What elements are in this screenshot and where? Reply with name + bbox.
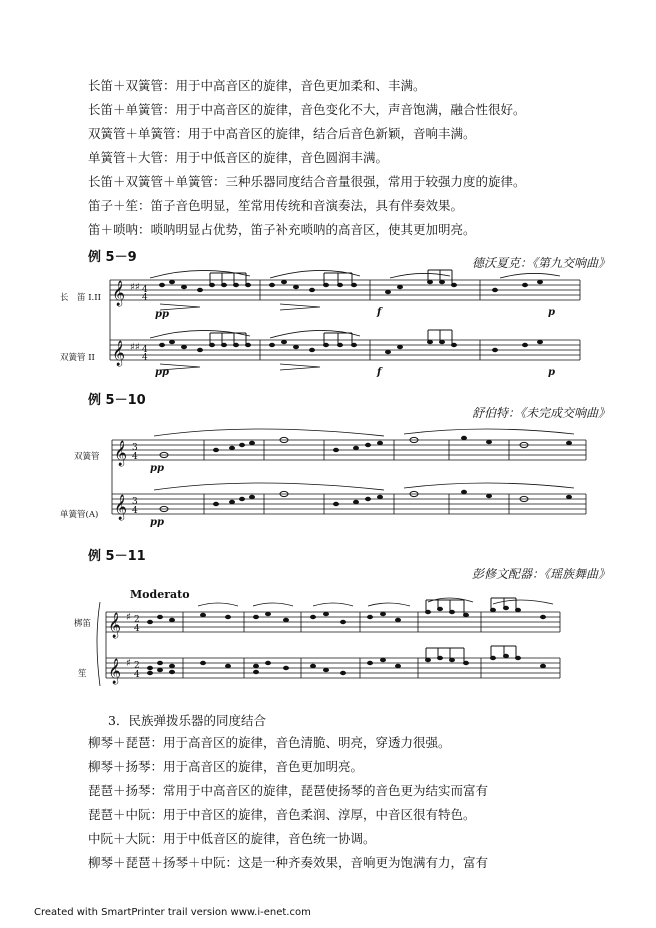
intro-line: 长笛＋双簧管＋单簧管：三种乐器同度结合音量很强，常用于较强力度的旋律。 [88,174,526,189]
dynamic-marking: f [377,367,382,378]
intro-line: 笛＋唢呐：唢呐明显占优势，笛子补充唢呐的高音区，使其更加明亮。 [88,222,476,237]
score-example-5-9 [100,270,600,380]
dynamic-marking: p [548,367,555,378]
svg-text:4: 4 [142,345,148,355]
section-line: 琵琶＋中阮：用于中音区的旋律，音色柔润、淳厚，中音区很有特色。 [88,807,476,822]
svg-text:2: 2 [134,615,140,625]
dynamic-marking: p [548,307,555,318]
section-line: 柳琴＋琵琶：用于高音区的旋律，音色清脆、明亮，穿透力很强。 [88,735,451,750]
svg-text:4: 4 [134,624,140,634]
intro-line: 双簧管＋单簧管：用于中高音区的旋律，结合后音色新颖，音响丰满。 [88,126,476,141]
svg-text:♯♯: ♯♯ [130,342,140,353]
dynamic-marking: f [377,307,382,318]
section-line: 柳琴＋琵琶＋扬琴＋中阮：这是一种齐奏效果，音响更为饱满有力，富有 [88,855,489,870]
svg-text:4: 4 [142,285,148,295]
svg-text:♯♯: ♯♯ [130,282,140,293]
example-attribution: 德沃夏克：《第九交响曲》 [471,256,610,270]
instrument-label: 单簧管(A) [60,510,99,520]
intro-line: 笛子＋笙：笛子音色明显，笙常用传统和音演奏法，具有伴奏效果。 [88,198,464,213]
section-line: 琵琶＋扬琴：常用于中高音区的旋律，琵琶使扬琴的音色更为结实而富有 [88,783,489,798]
instrument-label: 双簧管 [74,452,100,462]
svg-text:4: 4 [132,506,138,516]
dynamic-marking: pp [150,463,164,474]
score-example-5-10 [104,428,594,528]
section-heading: 3．民族弹拨乐器的同度结合 [108,713,266,728]
dynamic-marking: pp [155,309,169,320]
svg-text:3: 3 [132,443,138,453]
footer-watermark: Created with SmartPrinter trail version www.i-enet.com [34,907,311,918]
svg-text:3: 3 [132,497,138,507]
example-label: 例 5－10 [88,393,146,408]
example-attribution: 舒伯特：《未完成交响曲》 [471,406,610,420]
intro-line: 长笛＋双簧管：用于中高音区的旋律，音色更加柔和、丰满。 [88,78,426,93]
dynamic-marking: pp [150,517,164,528]
dynamic-marking: pp [155,367,169,378]
svg-text:4: 4 [134,670,140,680]
svg-text:𝄞: 𝄞 [112,341,126,366]
svg-text:𝄞: 𝄞 [108,659,122,684]
example-attribution: 彭修文配器：《瑶族舞曲》 [471,567,610,581]
svg-text:4: 4 [142,353,148,363]
svg-text:4: 4 [142,293,148,303]
instrument-label: 长 笛 I.II [60,293,101,303]
tempo-marking: Moderato [130,588,190,601]
instrument-label: 笙 [78,669,87,679]
svg-text:𝄞: 𝄞 [114,441,128,466]
svg-text:♯: ♯ [126,658,131,669]
intro-line: 长笛＋单簧管：用于中高音区的旋律，音色变化不大，声音饱满，融合性很好。 [88,102,526,117]
intro-line: 单簧管＋大管：用于中低音区的旋律，音色圆润丰满。 [88,150,389,165]
section-line: 中阮＋大阮：用于中低音区的旋律，音色统一协调。 [88,831,376,846]
svg-text:𝄞: 𝄞 [108,613,122,638]
svg-text:4: 4 [132,452,138,462]
svg-text:2: 2 [134,661,140,671]
svg-text:𝄞: 𝄞 [112,281,126,306]
section-line: 柳琴＋扬琴：用于高音区的旋律，音色更加明亮。 [88,759,364,774]
svg-text:𝄞: 𝄞 [114,495,128,520]
example-label: 例 5－9 [88,250,137,265]
instrument-label: 双簧管 II [60,353,95,363]
example-label: 例 5－11 [88,549,146,564]
instrument-label: 梆笛 [74,619,92,629]
svg-text:♯: ♯ [126,612,131,623]
score-example-5-11 [98,600,598,690]
